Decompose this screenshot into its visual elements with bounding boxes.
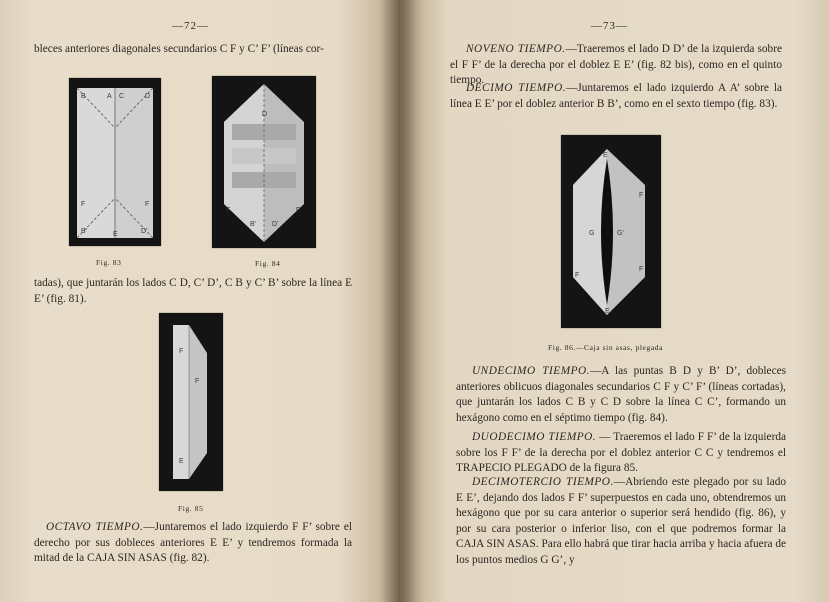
fig85-label: F — [179, 348, 184, 355]
figure-83-photo — [69, 78, 161, 246]
fig86-label: G’ — [617, 230, 624, 237]
left-top-line: bleces anteriores diagonales secundarios C F y C’ F’ (líneas cor- — [34, 43, 324, 55]
right-page-number: —73— — [591, 20, 628, 32]
figure-86-photo — [561, 135, 661, 328]
duodecimo-heading: DUODECIMO TIEMPO. — [472, 431, 597, 443]
fig83-label: B — [81, 93, 86, 100]
noveno-text: —Traeremos el lado D D’ de la izquierda sobre el F F’ de la derecha por el doblez E E’ (fig. 82 bis), como en el quinto tiempo. — [450, 43, 782, 87]
decimotercio-heading: DECIMOTERCIO TIEMPO. — [472, 476, 614, 488]
fig83-label: D — [145, 93, 151, 100]
figure-84-photo — [212, 76, 316, 248]
fig83-label: C — [119, 93, 125, 100]
left-page-number: —72— — [172, 20, 209, 32]
fig84-label: F — [226, 207, 231, 214]
fig84-label: B’ — [250, 221, 257, 228]
fig83-label: F — [81, 201, 86, 208]
decimo-paragraph — [450, 81, 782, 112]
duodecimo-paragraph — [456, 430, 786, 477]
figure-84-caption: Fig. 84 — [255, 259, 281, 268]
decimotercio-paragraph — [456, 475, 786, 569]
fig86-label: E — [605, 308, 610, 315]
figure-85-caption: Fig. 85 — [178, 504, 204, 513]
fig86-label: E — [603, 152, 608, 159]
fig84-label: D — [262, 111, 268, 118]
fig83-label: E — [113, 231, 118, 238]
fig84-label: F — [296, 207, 301, 214]
figure-84-drawing — [212, 76, 316, 248]
fig85-label: F — [195, 378, 200, 385]
fig83-label: F — [145, 201, 150, 208]
figure-86-drawing — [561, 135, 661, 328]
decimotercio-text: —Abriendo este plegado por su lado E E’, dejando dos lados F F’ superpuestos en cada uno, obtendremos un hexágono que por su cara anterior o superior será hendido (fig. 86), y por su cara posterior o inferior liso, con el que podremos formar la CAJA SIN ASAS. Para ello habrá que tirar hacia arriba y hacia afuera de los puntos medios G G’, y — [456, 476, 786, 566]
fig83-label: B’ — [81, 228, 88, 235]
octavo-paragraph — [34, 520, 352, 567]
left-page — [0, 0, 398, 602]
fig85-label: E — [179, 458, 184, 465]
duodecimo-text: — Traeremos el lado F F’ de la izquierda sobre los F F’ de la derecha por el doblez anterior C C y tendremos el TRAPECIO PLEGADO de la figura 85. — [456, 431, 786, 475]
undecimo-paragraph — [456, 364, 786, 426]
fig86-label: F — [639, 192, 644, 199]
figure-85-drawing — [159, 313, 223, 491]
decimo-text: —Juntaremos el lado izquierdo A A’ sobre la línea E E’ por el doblez anterior B B’, como en el sexto tiempo (fig. 83). — [450, 82, 782, 110]
undecimo-heading: UNDECIMO TIEMPO. — [472, 365, 590, 377]
fig84-label: D’ — [272, 221, 279, 228]
fig86-label: G — [589, 230, 595, 237]
octavo-heading: OCTAVO TIEMPO. — [46, 521, 144, 533]
octavo-text: —Juntaremos el lado izquierdo F F’ sobre el derecho por sus dobleces anteriores E E’ y tendremos formada la mitad de la CAJA SIN ASAS (fig. 82). — [34, 521, 352, 565]
figure-85-photo — [159, 313, 223, 491]
figure-83-caption: Fig. 83 — [96, 258, 122, 267]
decimo-heading: DECIMO TIEMPO. — [466, 82, 567, 94]
undecimo-text: —A las puntas B D y B’ D’, dobleces anteriores oblicuos diagonales secundarios C F y C’ F’ (líneas cortadas), que juntarán los lados C B y C D sobre la línea C C’, formando un hexágono como en el séptimo tiempo (fig. 84). — [456, 365, 786, 424]
book-gutter — [378, 0, 424, 602]
fig83-label: A — [107, 93, 112, 100]
noveno-heading: NOVENO TIEMPO. — [466, 43, 566, 55]
fig86-label: F — [575, 272, 580, 279]
figure-83-drawing — [69, 78, 161, 246]
figure-86-caption: Fig. 86.—Caja sin asas, plegada — [548, 343, 664, 352]
left-paragraph-continued: tadas), que juntarán los lados C D, C’ D’, C B y C’ B’ sobre la línea E E’ (fig. 81). — [34, 277, 352, 305]
fig83-label: D’ — [141, 228, 148, 235]
fig86-label: F — [639, 266, 644, 273]
right-page — [398, 0, 829, 602]
